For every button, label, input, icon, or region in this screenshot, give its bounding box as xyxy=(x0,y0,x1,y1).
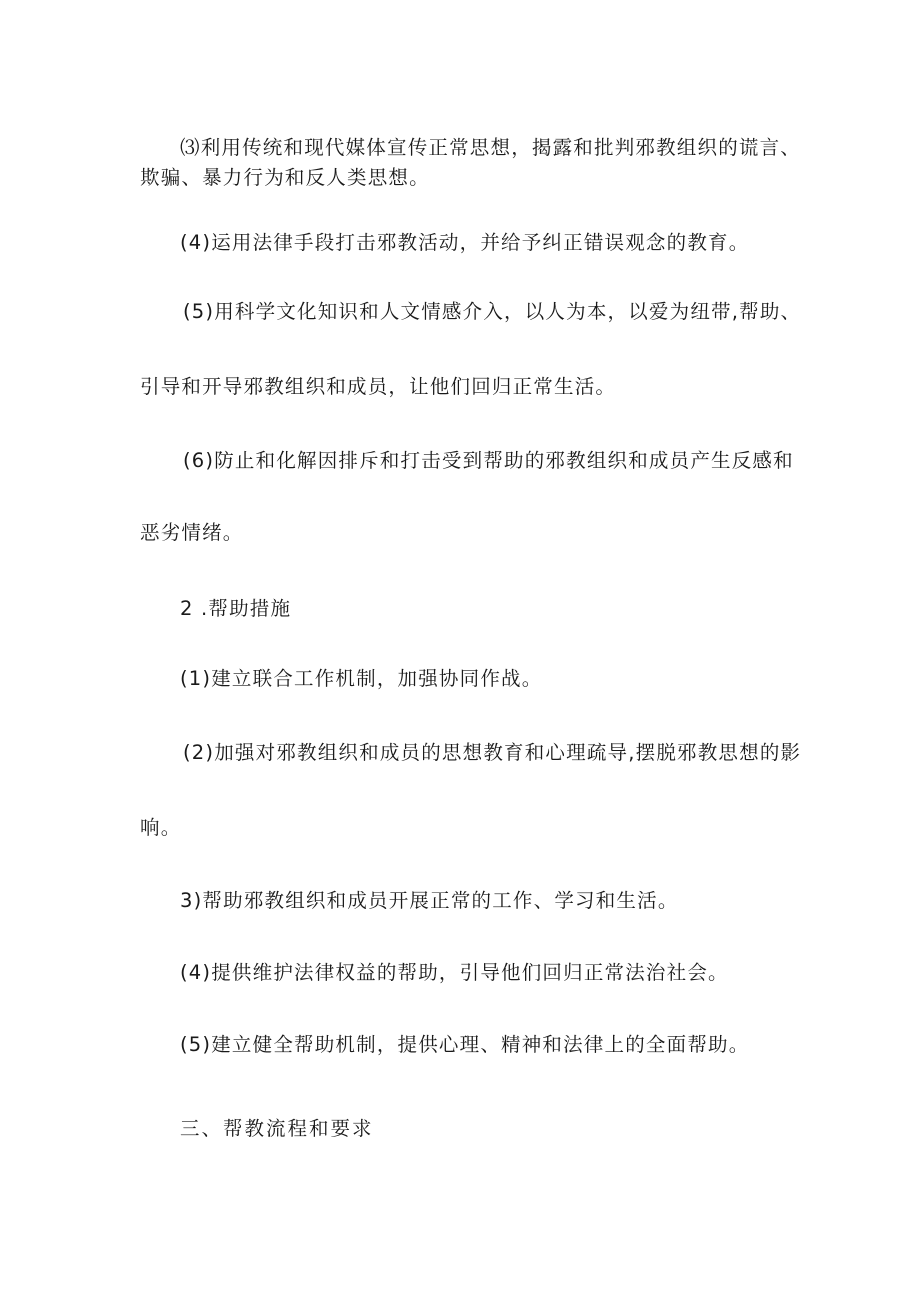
measure-2-line-2: 响。 xyxy=(140,816,182,839)
paragraph-5-line-1: (5)用科学文化知识和人文情感介入，以人为本，以爱为纽带,帮助、 xyxy=(183,300,802,323)
measure-3: 3)帮助邪教组织和成员开展正常的工作、学习和生活。 xyxy=(180,889,679,912)
paragraph-3-line-1: ⑶利用传统和现代媒体宣传正常思想，揭露和批判邪教组织的谎言、 xyxy=(180,136,802,159)
paragraph-3-line-2: 欺骗、暴力行为和反人类思想。 xyxy=(140,166,430,189)
section-heading-help-measures: 2 .帮助措施 xyxy=(180,597,292,620)
measure-4: (4)提供维护法律权益的帮助，引导他们回归正常法治社会。 xyxy=(180,961,729,984)
measure-2-line-1: (2)加强对邪教组织和成员的思想教育和心理疏导,摆脱邪教思想的影 xyxy=(183,741,802,764)
section-heading-process: 三、帮教流程和要求 xyxy=(180,1117,374,1140)
measure-1: (1)建立联合工作机制，加强协同作战。 xyxy=(180,667,543,690)
measure-5: (5)建立健全帮助机制，提供心理、精神和法律上的全面帮助。 xyxy=(180,1033,750,1056)
paragraph-6-line-1: (6)防止和化解因排斥和打击受到帮助的邪教组织和成员产生反感和 xyxy=(183,449,794,472)
paragraph-5-line-2: 引导和开导邪教组织和成员，让他们回归正常生活。 xyxy=(140,375,617,398)
paragraph-6-line-2: 恶劣情绪。 xyxy=(140,521,244,544)
paragraph-4: (4)运用法律手段打击邪教活动，并给予纠正错误观念的教育。 xyxy=(180,231,750,254)
